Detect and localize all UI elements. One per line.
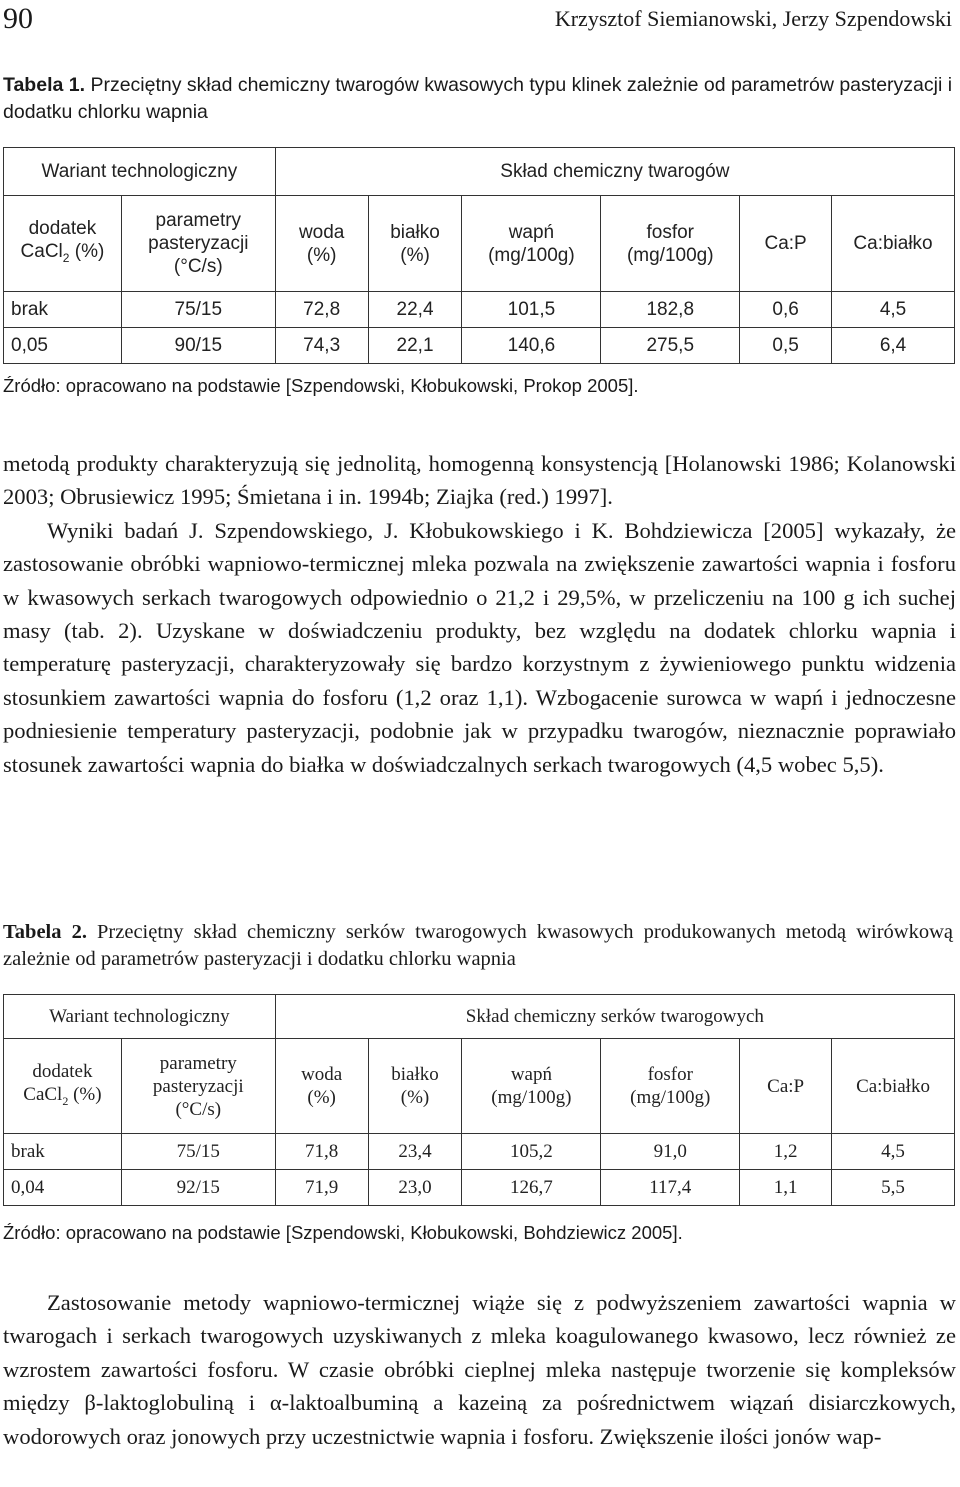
table1-col-woda: woda (%) bbox=[275, 196, 368, 292]
table1-col-fosfor: fosfor (mg/100g) bbox=[601, 196, 740, 292]
table2-col-pasteurization: parametry pasteryzacji (°C/s) bbox=[121, 1039, 275, 1134]
table-row bbox=[4, 1134, 955, 1170]
table-cell: 91,0 bbox=[601, 1134, 740, 1170]
table-cell: 92/15 bbox=[121, 1170, 275, 1206]
table-cell: 75/15 bbox=[121, 292, 275, 328]
table-cell: 0,5 bbox=[740, 328, 832, 364]
table1-col-dodatek: dodatek CaCl$_2$ (%) bbox=[4, 196, 122, 292]
table-cell: 182,8 bbox=[601, 292, 740, 328]
table-cell: 0,05 bbox=[4, 328, 122, 364]
running-head: Krzysztof Siemianowski, Jerzy Szpendowski bbox=[554, 6, 952, 31]
table-cell: 5,5 bbox=[832, 1170, 955, 1206]
table-cell: 140,6 bbox=[462, 328, 601, 364]
table2-col-cabialko: Ca:białko bbox=[832, 1039, 955, 1134]
paragraph: Wyniki badań J. Szpendowskiego, J. Kłobukowskiego i K. Bohdziewicza [2005] wykazały, że zastosowanie obróbki wapniowo-termicznej mleka pozwala na zwiększenie zawartości wapnia i fosforu w kwasowych serkach twarogowych odpowiednio o 21,2 i 29,5%, w przeliczeniu na 100 g ich suchej masy (tab. 2). Uzyskane w doświadczeniu produkty, bez względu na dodatek chlorku wapnia i temperaturę pasteryzacji, charakteryzowały się bardzo korzystnym z żywieniowego punktu widzenia stosunkiem zawartości wapnia do fosforu (1,2 oraz 1,1). Wzbogacenie surowca w wapń i jednoczesne podniesienie temperatury pasteryzacji, podobnie jak w przypadku twarogów, nieznacznie poprawiało stosunek zawartości wapnia do białka w doświadczalnych serkach twarogowych (4,5 wobec 5,5). bbox=[3, 517, 956, 777]
table2 bbox=[3, 994, 955, 1206]
page-number: 90 bbox=[3, 2, 33, 35]
table-cell: 71,9 bbox=[275, 1170, 368, 1206]
table-cell: 22,4 bbox=[368, 292, 462, 328]
paragraph: metodą produkty charakteryzują się jednolitą, homogenną konsystencją [Holanowski 1986; Kolanowski 2003; Obrusiewicz 1995; Śmietana i in. 1994b; Ziajka (red.) 1997]. bbox=[3, 451, 956, 510]
table1-group-composition: Skład chemiczny twarogów bbox=[275, 148, 954, 196]
table2-source: Źródło: opracowano na podstawie [Szpendowski, Kłobukowski, Bohdziewicz 2005]. bbox=[3, 1222, 683, 1243]
table2-group-variant: Wariant technologiczny bbox=[4, 995, 276, 1039]
table-cell: 72,8 bbox=[275, 292, 368, 328]
table2-group-composition: Skład chemiczny serków twarogowych bbox=[275, 995, 954, 1039]
table-row bbox=[4, 1170, 955, 1206]
table-cell: 1,1 bbox=[740, 1170, 832, 1206]
table-row bbox=[4, 328, 955, 364]
table1-label: Tabela 1. bbox=[3, 74, 86, 96]
table2-col-woda: woda (%) bbox=[275, 1039, 368, 1134]
table2-title: Przeciętny skład chemiczny serków twarogowych kwasowych produkowanych metodą wirówkową zależnie od parametrów pasteryzacji i dodatku chlorku wapnia bbox=[3, 921, 953, 970]
body-text-1 bbox=[3, 447, 956, 781]
table1-source: Źródło: opracowano na podstawie [Szpendowski, Kłobukowski, Prokop 2005]. bbox=[3, 375, 639, 396]
table1 bbox=[3, 147, 955, 364]
table2-label: Tabela 2. bbox=[3, 921, 87, 943]
table-cell: 275,5 bbox=[601, 328, 740, 364]
table1-group-variant: Wariant technologiczny bbox=[4, 148, 276, 196]
table2-col-bialko: białko (%) bbox=[368, 1039, 462, 1134]
table-cell: 90/15 bbox=[121, 328, 275, 364]
table-cell: brak bbox=[4, 292, 122, 328]
table1-col-wapn: wapń (mg/100g) bbox=[462, 196, 601, 292]
table1-caption bbox=[3, 72, 953, 126]
table-cell: 75/15 bbox=[121, 1134, 275, 1170]
table-cell: 6,4 bbox=[832, 328, 955, 364]
table-row bbox=[4, 292, 955, 328]
table-cell: 126,7 bbox=[462, 1170, 601, 1206]
table-cell: 71,8 bbox=[275, 1134, 368, 1170]
table-cell: 117,4 bbox=[601, 1170, 740, 1206]
table1-col-cabialko: Ca:białko bbox=[832, 196, 955, 292]
paragraph: Zastosowanie metody wapniowo-termicznej wiąże się z podwyższeniem zawartości wapnia w twarogach i serkach twarogowych uzyskiwanych z mleka koagulowanego kwasowo, lecz również ze wzrostem zawartości fosforu. W czasie obróbki cieplnej mleka następuje tworzenie się kompleksów między β-laktoglobuliną i α-laktoalbuminą a kazeiną za pośrednictwem wiązań disiarczkowych, wodorowych oraz jonowych przy uczestnictwie wapnia i fosforu. Zwiększenie ilości jonów wap- bbox=[3, 1290, 956, 1449]
table-cell: 22,1 bbox=[368, 328, 462, 364]
table2-col-fosfor: fosfor (mg/100g) bbox=[601, 1039, 740, 1134]
body-text-2 bbox=[3, 1286, 956, 1453]
table-cell: 23,0 bbox=[368, 1170, 462, 1206]
table-cell: 105,2 bbox=[462, 1134, 601, 1170]
table-cell: 74,3 bbox=[275, 328, 368, 364]
table2-col-cap: Ca:P bbox=[740, 1039, 832, 1134]
table-cell: 1,2 bbox=[740, 1134, 832, 1170]
table-cell: 23,4 bbox=[368, 1134, 462, 1170]
table1-title: Przeciętny skład chemiczny twarogów kwasowych typu klinek zależnie od parametrów pasteryzacji i dodatku chlorku wapnia bbox=[3, 74, 953, 123]
table1-col-bialko: białko (%) bbox=[368, 196, 462, 292]
table2-caption bbox=[3, 919, 953, 973]
table-cell: 101,5 bbox=[462, 292, 601, 328]
table2-col-dodatek: dodatek CaCl$_2$ (%) bbox=[4, 1039, 122, 1134]
table-cell: 0,04 bbox=[4, 1170, 122, 1206]
table-cell: 4,5 bbox=[832, 1134, 955, 1170]
table2-col-wapn: wapń (mg/100g) bbox=[462, 1039, 601, 1134]
table-cell: brak bbox=[4, 1134, 122, 1170]
table1-col-cap: Ca:P bbox=[740, 196, 832, 292]
table-cell: 0,6 bbox=[740, 292, 832, 328]
table-cell: 4,5 bbox=[832, 292, 955, 328]
table1-col-pasteurization: parametry pasteryzacji (°C/s) bbox=[121, 196, 275, 292]
page-header bbox=[0, 0, 960, 40]
